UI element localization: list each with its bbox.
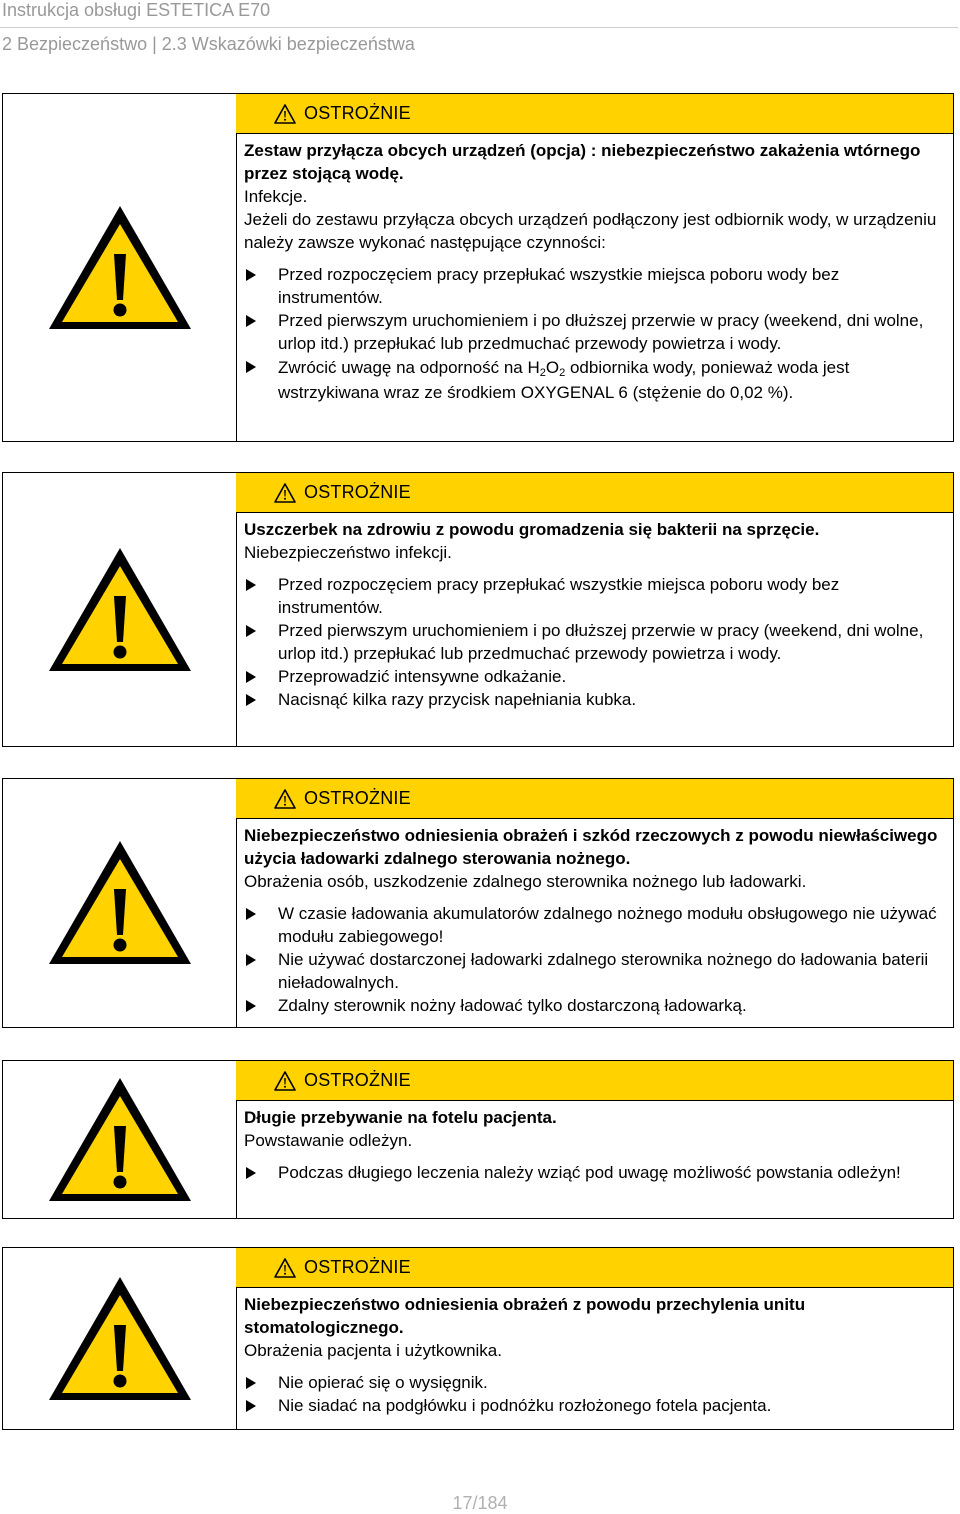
list-item xyxy=(244,573,943,619)
triangle-bullet-icon xyxy=(246,625,256,637)
warning-triangle-icon xyxy=(45,1273,195,1405)
warning-symbol-cell xyxy=(3,473,237,746)
measures-list xyxy=(244,1371,943,1417)
list-item-text: Podczas długiego leczenia należy wziąć pod uwagę możliwość powstania odleżyn! xyxy=(278,1163,901,1182)
list-item-text: Przed pierwszym uruchomieniem i po dłuższej przerwie w pracy (weekend, dni wolne, urlop itd.) przepłukać lub przedmuchać przewody powietrza i wody. xyxy=(278,311,924,353)
triangle-bullet-icon xyxy=(246,1400,256,1412)
warning-triangle-small-icon xyxy=(274,1258,296,1278)
warning-box xyxy=(2,778,954,1028)
warning-content xyxy=(236,1061,953,1218)
hazard-text: Zestaw przyłącza obcych urządzeń (opcja) : niebezpieczeństwo zakażenia wtórnego przez stojącą wodę. xyxy=(244,141,921,183)
warning-symbol-cell xyxy=(3,94,237,441)
signal-word-bar xyxy=(236,1248,953,1288)
warning-body xyxy=(236,819,953,1017)
list-item-text: Zdalny sterownik nożny ładować tylko dostarczoną ładowarką. xyxy=(278,996,747,1015)
triangle-bullet-icon xyxy=(246,908,256,920)
warning-content xyxy=(236,473,953,746)
warning-box xyxy=(2,472,954,747)
list-item xyxy=(244,355,943,405)
warning-symbol-cell xyxy=(3,779,237,1027)
list-item xyxy=(244,1394,943,1417)
triangle-bullet-icon xyxy=(246,315,256,327)
triangle-bullet-icon xyxy=(246,671,256,683)
signal-word-bar xyxy=(236,94,953,134)
hazard-text: Niebezpieczeństwo odniesienia obrażeń i szkód rzeczowych z powodu niewłaściwego użycia ładowarki zdalnego sterowania nożnego. xyxy=(244,826,938,868)
consequence-text: Obrażenia pacjenta i użytkownika. xyxy=(244,1341,502,1360)
list-item xyxy=(244,619,943,665)
list-item-text: Nie siadać na podgłówku i podnóżku rozłożonego fotela pacjenta. xyxy=(278,1396,772,1415)
hazard-text: Uszczerbek na zdrowiu z powodu gromadzenia się bakterii na sprzęcie. xyxy=(244,520,820,539)
triangle-bullet-icon xyxy=(246,269,256,281)
list-item-text: Nie używać dostarczonej ładowarki zdalnego sterownika nożnego do ładowania baterii nieładowalnych. xyxy=(278,950,929,992)
signal-word-bar xyxy=(236,1061,953,1101)
list-item-text: Przed pierwszym uruchomieniem i po dłuższej przerwie w pracy (weekend, dni wolne, urlop itd.) przepłukać lub przedmuchać przewody powietrza i wody. xyxy=(278,621,924,663)
warning-content xyxy=(236,1248,953,1429)
warning-symbol-cell xyxy=(3,1248,237,1429)
warning-triangle-small-icon xyxy=(274,789,296,809)
hazard-text: Niebezpieczeństwo odniesienia obrażeń z powodu przechylenia unitu stomatologicznego. xyxy=(244,1295,806,1337)
list-item-text: Przed rozpoczęciem pracy przepłukać wszystkie miejsca poboru wody bez instrumentów. xyxy=(278,265,840,307)
consequence-text: Obrażenia osób, uszkodzenie zdalnego sterownika nożnego lub ładowarki. xyxy=(244,872,807,891)
triangle-bullet-icon xyxy=(246,1377,256,1389)
measures-list xyxy=(244,263,943,405)
page-number: 17/184 xyxy=(452,1493,508,1513)
list-item-text: Przeprowadzić intensywne odkażanie. xyxy=(278,667,567,686)
signal-word-bar xyxy=(236,473,953,513)
breadcrumb: 2 Bezpieczeństwo | 2.3 Wskazówki bezpieczeństwa xyxy=(2,34,415,54)
triangle-bullet-icon xyxy=(246,1167,256,1179)
header-divider xyxy=(0,27,958,28)
warning-body xyxy=(236,1288,953,1417)
warning-body xyxy=(236,513,953,711)
triangle-bullet-icon xyxy=(246,954,256,966)
list-item xyxy=(244,688,943,711)
warning-triangle-small-icon xyxy=(274,104,296,124)
warning-body xyxy=(236,1101,953,1184)
list-item xyxy=(244,948,943,994)
list-item xyxy=(244,1371,943,1394)
warning-box xyxy=(2,1060,954,1219)
warning-box xyxy=(2,1247,954,1430)
warning-box xyxy=(2,93,954,442)
warning-triangle-icon xyxy=(45,202,195,334)
list-item-text: Nacisnąć kilka razy przycisk napełniania kubka. xyxy=(278,690,637,709)
consequence-text: Infekcje. xyxy=(244,187,308,206)
measures-list xyxy=(244,573,943,711)
list-item xyxy=(244,309,943,355)
list-item xyxy=(244,1161,943,1184)
warning-body xyxy=(236,134,953,405)
triangle-bullet-icon xyxy=(246,579,256,591)
warning-triangle-small-icon xyxy=(274,483,296,503)
warning-triangle-icon xyxy=(45,837,195,969)
warning-content xyxy=(236,94,953,441)
signal-word: OSTROŻNIE xyxy=(304,1070,411,1090)
measures-list xyxy=(244,1161,943,1184)
warning-triangle-small-icon xyxy=(274,1071,296,1091)
warning-content xyxy=(236,779,953,1027)
triangle-bullet-icon xyxy=(246,1000,256,1012)
signal-word: OSTROŻNIE xyxy=(304,482,411,502)
signal-word: OSTROŻNIE xyxy=(304,1257,411,1277)
measures-list xyxy=(244,902,943,1017)
hazard-text: Długie przebywanie na fotelu pacjenta. xyxy=(244,1108,557,1127)
triangle-bullet-icon xyxy=(246,361,256,373)
warning-triangle-icon xyxy=(45,544,195,676)
triangle-bullet-icon xyxy=(246,694,256,706)
consequence-text: Powstawanie odleżyn. xyxy=(244,1131,413,1150)
list-item xyxy=(244,902,943,948)
intro-text: Jeżeli do zestawu przyłącza obcych urządzeń podłączony jest odbiornik wody, w urządzeniu należy zawsze wykonać następujące czynności: xyxy=(244,210,937,252)
list-item xyxy=(244,263,943,309)
list-item-text: Przed rozpoczęciem pracy przepłukać wszystkie miejsca poboru wody bez instrumentów. xyxy=(278,575,840,617)
list-item xyxy=(244,994,943,1017)
warning-symbol-cell xyxy=(3,1061,237,1218)
consequence-text: Niebezpieczeństwo infekcji. xyxy=(244,543,452,562)
warning-triangle-icon xyxy=(45,1074,195,1206)
list-item xyxy=(244,665,943,688)
list-item-text: Nie opierać się o wysięgnik. xyxy=(278,1373,488,1392)
signal-word: OSTROŻNIE xyxy=(304,103,411,123)
list-item-text: W czasie ładowania akumulatorów zdalnego nożnego modułu obsługowego nie używać modułu zabiegowego! xyxy=(278,904,937,946)
document-title: Instrukcja obsługi ESTETICA E70 xyxy=(2,0,271,20)
signal-word-bar xyxy=(236,779,953,819)
signal-word: OSTROŻNIE xyxy=(304,788,411,808)
list-item-text: Zwrócić uwagę na odporność na $H_2O_2$ odbiornika wody, ponieważ woda jest wstrzykiwana wraz ze środkiem OXYGENAL 6 (stężenie do 0,02 %). xyxy=(278,358,850,402)
